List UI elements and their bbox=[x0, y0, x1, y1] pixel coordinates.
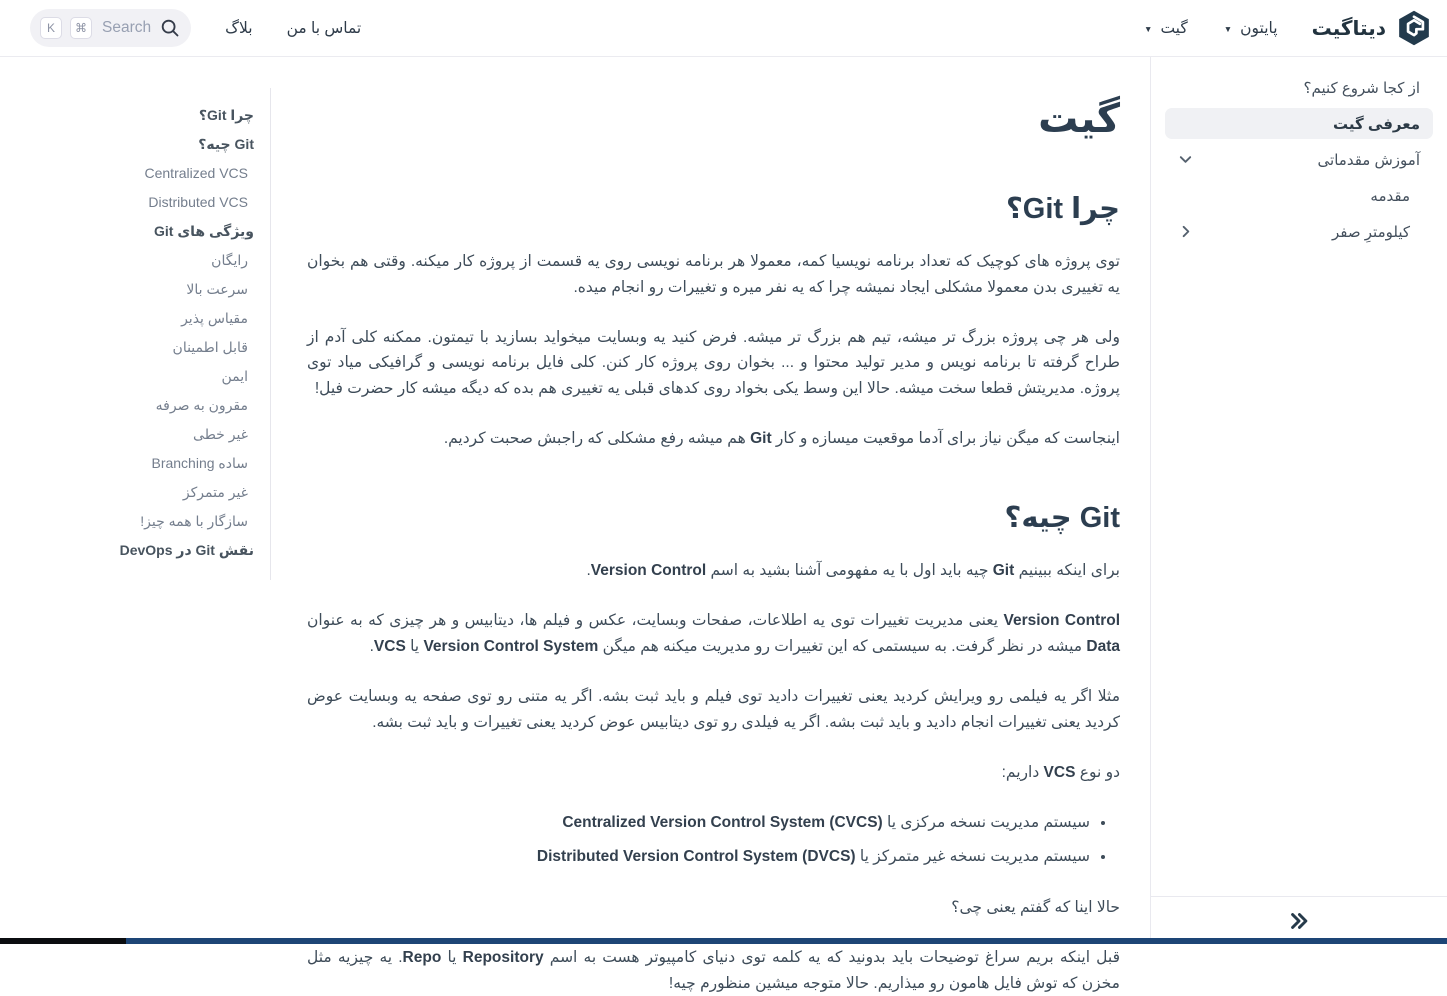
toc-item[interactable]: Git چیه؟ bbox=[198, 135, 254, 152]
sidebar-item-label: آموزش مقدماتی bbox=[1317, 151, 1420, 169]
sidebar-item[interactable] bbox=[1165, 72, 1433, 103]
search-button[interactable] bbox=[30, 9, 191, 47]
text: یا bbox=[441, 949, 463, 967]
nav-menu-label: پایتون bbox=[1240, 19, 1278, 37]
sidebar-item[interactable] bbox=[1165, 216, 1433, 247]
text: اینجاست که میگن نیاز برای آدما موقعیت میسازه و کار bbox=[771, 430, 1120, 448]
toc-item[interactable]: نقش Git در DevOps bbox=[119, 541, 254, 558]
text: . bbox=[586, 561, 591, 579]
sidebar-item[interactable] bbox=[1165, 108, 1433, 139]
section-heading bbox=[307, 500, 1120, 536]
text: . یه چیزیه مثل مخزن که توش فایل هامون رو میذاریم. حالا متوجه میشین منظورم چیه! bbox=[307, 949, 1120, 992]
toc-item[interactable]: غیر متمرکز bbox=[182, 483, 248, 500]
bold-text: Data bbox=[1086, 637, 1120, 655]
paragraph bbox=[307, 426, 1120, 451]
search-icon bbox=[159, 17, 181, 39]
paragraph bbox=[307, 760, 1120, 785]
sidebar-item-label: مقدمه bbox=[1370, 187, 1410, 205]
toc-item[interactable]: رایگان bbox=[211, 251, 248, 268]
text: یعنی مدیریت تغییرات توی یه اطلاعات، صفحات وبسایت، عکس و فیلم ها، دیتابیس و هر چیزی که به عنوان bbox=[307, 612, 1004, 630]
chevron-down-icon: ▼ bbox=[1144, 24, 1153, 34]
text: Git چیه؟ bbox=[1004, 501, 1120, 534]
paragraph bbox=[307, 945, 1120, 996]
paragraph bbox=[307, 684, 1120, 735]
text: داریم: bbox=[1001, 763, 1044, 781]
bullet-list bbox=[307, 810, 1120, 870]
bold-text: VCS bbox=[1043, 763, 1076, 781]
nav-menu-git[interactable] bbox=[1144, 19, 1188, 38]
sidebar-item-label: از کجا شروع کنیم؟ bbox=[1303, 79, 1420, 97]
paragraph bbox=[307, 608, 1120, 659]
paragraph bbox=[307, 325, 1120, 401]
scroll-progress-bar bbox=[0, 938, 1447, 944]
toc-item[interactable]: مقرون به صرفه bbox=[155, 396, 248, 413]
bold-text: Git bbox=[750, 430, 772, 448]
toc-item[interactable]: قابل اطمینان bbox=[172, 338, 248, 355]
text: دو نوع bbox=[1075, 763, 1120, 781]
toc-item[interactable]: Centralized VCS bbox=[144, 164, 248, 181]
navbar bbox=[0, 0, 1447, 57]
bold-text: Centralized Version Control System (CVCS) bbox=[562, 814, 883, 832]
bold-text: Version Control bbox=[590, 561, 707, 579]
chevron-right-icon bbox=[1178, 224, 1193, 239]
toc-item[interactable]: غیر خطی bbox=[193, 425, 248, 442]
section-heading bbox=[307, 191, 1120, 227]
paragraph bbox=[307, 249, 1120, 300]
nav-link-label: تماس با من bbox=[286, 19, 362, 37]
toc-item[interactable]: Distributed VCS bbox=[148, 193, 248, 210]
chevron-down-icon: ▼ bbox=[1223, 24, 1233, 34]
sidebar-footer bbox=[1151, 896, 1447, 944]
text: مثلا اگر یه فیلمی رو ویرایش کردید یعنی تغییرات دادید توی فیلم و باید ثبت بشه. اگر یه متنی رو توی صفحه یه وبسایت عوض کردید یعنی تغییرات انجام دادید و باید ثبت بشه. اگر یه فیلدی رو توی دیتابیس عوض کردید یعنی تغییرات و باید ثبت بشه. bbox=[307, 688, 1120, 731]
scroll-progress-fill bbox=[0, 938, 126, 944]
double-chevron-right-icon bbox=[1288, 910, 1310, 932]
text: سیستم مدیریت نسخه غیر متمرکز یا bbox=[855, 847, 1090, 865]
kbd-cmd-key: ⌘ bbox=[70, 17, 92, 39]
bold-text: Repository bbox=[462, 949, 544, 967]
text: حالا اینا که گفتم یعنی چی؟ bbox=[951, 899, 1120, 917]
search-placeholder: Search bbox=[102, 19, 152, 36]
nav-link-label: بلاگ bbox=[225, 19, 253, 37]
sidebar-item-label: معرفی گیت bbox=[1333, 115, 1420, 133]
article-body bbox=[307, 191, 1120, 996]
bold-text: Version Control System bbox=[423, 637, 599, 655]
paragraph bbox=[307, 558, 1120, 583]
toc-item[interactable]: سازگار با همه چیز! bbox=[140, 512, 248, 529]
text: قبل اینکه بریم سراغ توضیحات باید بدونید که یه کلمه توی دنیای کامپیوتر هست به اسم bbox=[543, 949, 1120, 967]
toc-item[interactable]: سرعت بالا bbox=[186, 280, 248, 297]
nav-menu-python[interactable] bbox=[1224, 19, 1278, 38]
nav-link-blog[interactable] bbox=[225, 19, 252, 38]
page-layout bbox=[0, 57, 1447, 992]
brand[interactable] bbox=[1312, 9, 1433, 47]
bold-text: Version Control bbox=[1003, 612, 1120, 630]
brand-name: دیتاگیت bbox=[1311, 17, 1386, 40]
bold-text: VCS bbox=[373, 637, 406, 655]
chevron-down-icon bbox=[1178, 152, 1193, 167]
text: میشه در نظر گرفت. به سیستمی که این تغییرات رو مدیریت میکنه هم میگن bbox=[598, 637, 1087, 655]
sidebar-item[interactable] bbox=[1165, 180, 1433, 211]
toc-item[interactable]: ویژگی های Git bbox=[153, 222, 254, 239]
toc-item[interactable]: چرا Git؟ bbox=[198, 107, 254, 123]
toc-item[interactable]: مقیاس پذیر bbox=[181, 309, 248, 326]
text: ولی هر چی پروژه بزرگ تر میشه، تیم هم بزرگ تر میشه. فرض کنید یه وبسایت میخواید بسازید با تیمتون. ممکنه کلی آدم از طراح گرفته تا برنامه نویس و مدیر تولید محتوا و ... بخوان روی پروژه کار کنن. کلی فایل برنامه نویسی و گرافیکی میاد توی پروژه. مدیریتش قطعا سخت میشه. حالا این وسط یکی بخواد روی کدهای قبلی یه تغییری هم بده که دیگه میشه کار حضرت فیل! bbox=[307, 329, 1120, 397]
nav-link-contact[interactable] bbox=[287, 19, 362, 38]
kbd-k-key: K bbox=[40, 17, 62, 39]
text: . bbox=[369, 637, 374, 655]
text: سیستم مدیریت نسخه مرکزی یا bbox=[882, 814, 1090, 832]
nav-menu-label: گیت bbox=[1160, 19, 1188, 37]
text: هم میشه رفع مشکلی که راجبش صحبت کردیم. bbox=[443, 430, 751, 448]
sidebar bbox=[1150, 57, 1447, 944]
sidebar-menu bbox=[1151, 57, 1447, 896]
navbar-links bbox=[225, 19, 361, 38]
bold-text: Repo bbox=[402, 949, 442, 967]
sidebar-item-label: کیلومترِ صفر bbox=[1332, 223, 1410, 241]
text: برای اینکه ببینیم bbox=[1014, 561, 1120, 579]
sidebar-item[interactable] bbox=[1165, 144, 1433, 175]
logo-icon bbox=[1395, 9, 1433, 47]
text: توی پروژه های کوچیک که تعداد برنامه نویسیا کمه، معمولا هر برنامه نویسی روی یه قسمت از پروژه کار میکنه. وقتی هم بخوان یه تغییری بدن معمولا مشکلی ایجاد نمیشه چرا که یه نفر میره و تغییرات رو انجام میده. bbox=[307, 253, 1120, 296]
page-title: گیت bbox=[1038, 97, 1120, 141]
toc bbox=[0, 88, 271, 580]
main-area bbox=[0, 57, 1150, 992]
toc-item[interactable]: ایمن bbox=[221, 367, 248, 384]
navbar-menus bbox=[1144, 19, 1278, 38]
text: چیه باید اول با یه مفهومی آشنا بشید به اسم bbox=[706, 561, 993, 579]
bold-text: Distributed Version Control System (DVCS) bbox=[536, 847, 856, 865]
sidebar-collapse-button[interactable] bbox=[1284, 906, 1314, 936]
bold-text: Git bbox=[992, 561, 1015, 579]
text: چرا Git؟ bbox=[1005, 193, 1120, 225]
paragraph bbox=[307, 895, 1120, 920]
toc-item[interactable]: ساده Branching bbox=[151, 454, 248, 471]
list-item bbox=[307, 810, 1090, 836]
text: یا bbox=[405, 637, 424, 655]
list-item bbox=[307, 844, 1090, 870]
article bbox=[307, 57, 1120, 996]
